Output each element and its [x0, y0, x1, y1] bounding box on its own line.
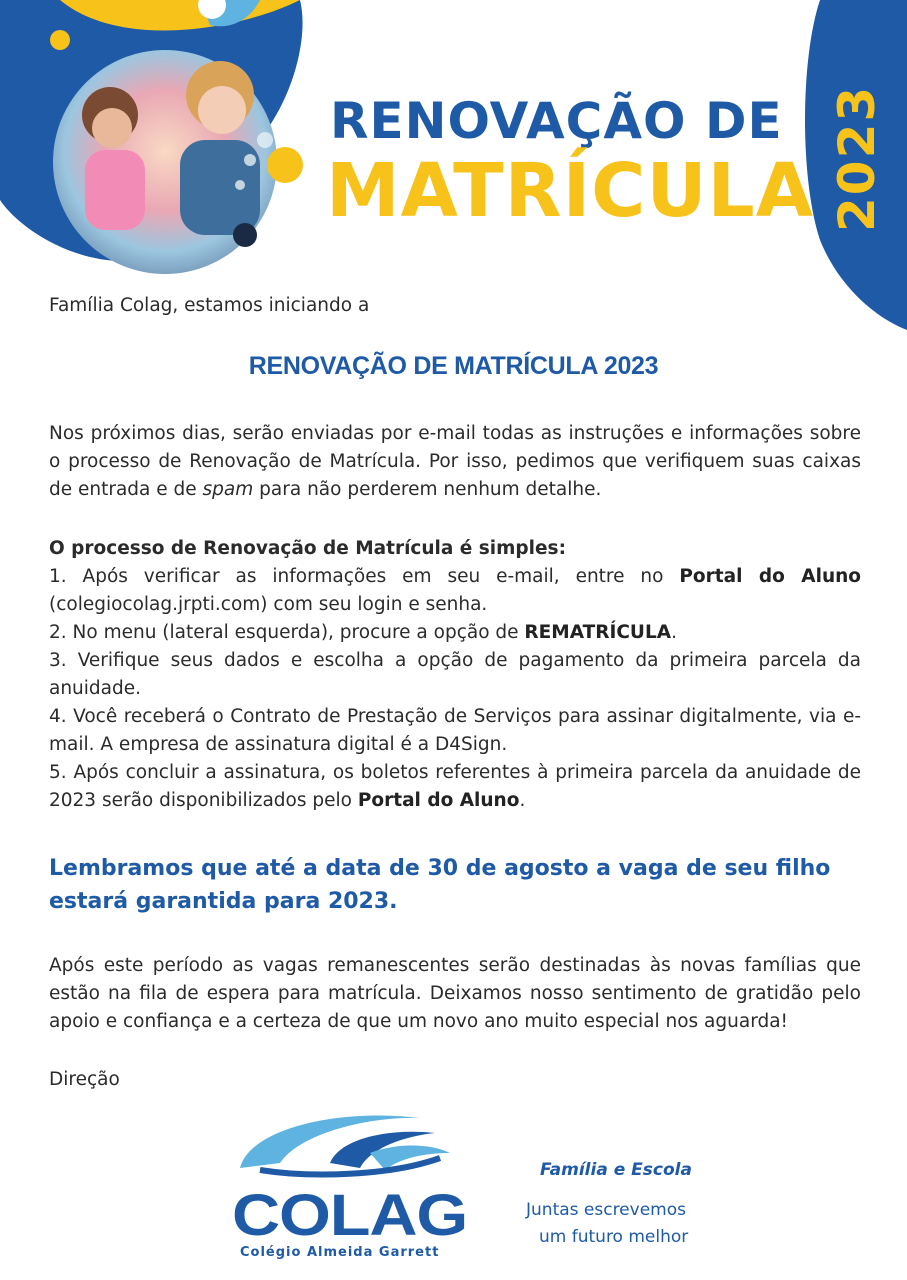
- deadline-notice: Lembramos que até a data de 30 de agosto a vaga de seu filho estará garantida para 2023.: [49, 856, 831, 914]
- year-label: [828, 172, 886, 232]
- steps-title: O processo de Renovação de Matrícula é simples:: [49, 538, 566, 559]
- signature: Direção: [49, 1069, 120, 1090]
- step-4: 4. Você receberá o Contrato de Prestação de Serviços para assinar digitalmente, via e-mail. A empresa de assinatura digital é a D4Sign.: [49, 706, 861, 755]
- closing-paragraph: Após este período as vagas remanescentes serão destinadas às novas famílias que estão na fila de espera para matrícula. Deixamos nosso sentimento de gratidão pelo apoio e confiança e a certeza de que um novo ano muito especial nos aguarda!: [49, 955, 861, 1032]
- colag-logo-swoosh: [220, 1108, 470, 1188]
- colag-logo-subtitle: Colégio Almeida Garrett: [240, 1245, 440, 1260]
- colag-logo-text: COLAG: [232, 1183, 468, 1248]
- title-line1: RENOVAÇÃO DE: [330, 92, 783, 150]
- intro-paragraph: Nos próximos dias, serão enviadas por e-mail todas as instruções e informações sobre o processo de Renovação de Matrícula. Por isso, pedimos que verifiquem suas caixas de entrada e de spam para não perderem nenhum detalhe.: [49, 423, 861, 500]
- spam-word: spam: [202, 479, 254, 500]
- section-title: RENOVAÇÃO DE MATRÍCULA 2023: [248, 352, 659, 380]
- greeting: Família Colag, estamos iniciando a: [49, 295, 370, 316]
- tagline-line3: um futuro melhor: [539, 1227, 689, 1247]
- step-3: 3. Verifique seus dados e escolha a opção de pagamento da primeira parcela da anuidade.: [49, 650, 861, 699]
- tagline-line2: Juntas escrevemos: [526, 1200, 686, 1220]
- title-line2: MATRÍCULA: [326, 148, 814, 234]
- steps-list: [49, 563, 861, 815]
- step-5: 5. Após concluir a assinatura, os boletos referentes à primeira parcela da anuidade de 2023 serão disponibilizados pelo Portal do Aluno.: [49, 762, 861, 811]
- step-1: 1. Após verificar as informações em seu e-mail, entre no Portal do Aluno (colegiocolag.jrpti.com) com seu login e senha.: [49, 566, 861, 615]
- step-2: 2. No menu (lateral esquerda), procure a opção de REMATRÍCULA.: [49, 622, 677, 643]
- tagline-title: Família e Escola: [540, 1160, 692, 1180]
